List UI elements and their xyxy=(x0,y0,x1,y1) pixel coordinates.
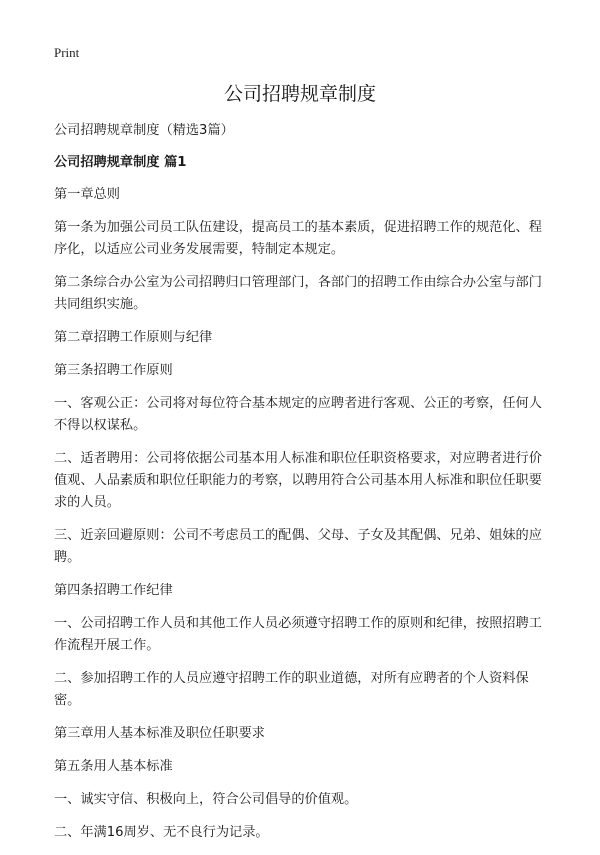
paragraph-principle-1: 一、客观公正：公司将对每位符合基本规定的应聘者进行客观、公正的考察，任何人不得以权谋私。 xyxy=(54,396,542,433)
paragraph-article-5: 第五条用人基本标准 xyxy=(54,759,173,774)
paragraph-discipline-2: 二、参加招聘工作的人员应遵守招聘工作的职业道德，对所有应聘者的个人资料保密。 xyxy=(54,671,529,708)
paragraph-chapter-3: 第三章用人基本标准及职位任职要求 xyxy=(54,726,265,741)
paragraph-article-1: 第一条为加强公司员工队伍建设，提高员工的基本素质，促进招聘工作的规范化、程序化，以适应公司业务发展需要，特制定本规定。 xyxy=(54,220,542,257)
paragraph-chapter-1: 第一章总则 xyxy=(54,187,120,202)
paragraph-standard-2: 二、年满16周岁、无不良行为记录。 xyxy=(54,825,269,840)
paragraph-article-2: 第二条综合办公室为公司招聘归口管理部门，各部门的招聘工作由综合办公室与部门共同组织实施。 xyxy=(54,275,542,312)
paragraph-discipline-1: 一、公司招聘工作人员和其他工作人员必须遵守招聘工作的原则和纪律，按照招聘工作流程开展工作。 xyxy=(54,616,542,653)
paragraph-article-4: 第四条招聘工作纪律 xyxy=(54,583,173,598)
document-body xyxy=(54,120,554,855)
section-heading: 公司招聘规章制度 篇1 xyxy=(54,155,187,170)
document-title: 公司招聘规章制度 xyxy=(223,83,376,105)
paragraph-principle-2: 二、适者聘用：公司将依据公司基本用人标准和职位任职资格要求，对应聘者进行价值观、人品素质和职位任职能力的考察，以聘用符合公司基本用人标准和职位任职要求的人员。 xyxy=(54,451,542,510)
document-subtitle: 公司招聘规章制度（精选3篇） xyxy=(54,123,234,138)
paragraph-standard-1: 一、诚实守信、积极向上，符合公司倡导的价值观。 xyxy=(54,792,358,807)
print-link[interactable]: Print xyxy=(54,45,80,60)
paragraph-chapter-2: 第二章招聘工作原则与纪律 xyxy=(54,330,213,345)
paragraph-principle-3: 三、近亲回避原则：公司不考虑员工的配偶、父母、子女及其配偶、兄弟、姐妹的应聘。 xyxy=(54,528,542,565)
paragraph-article-3: 第三条招聘工作原则 xyxy=(54,363,173,378)
